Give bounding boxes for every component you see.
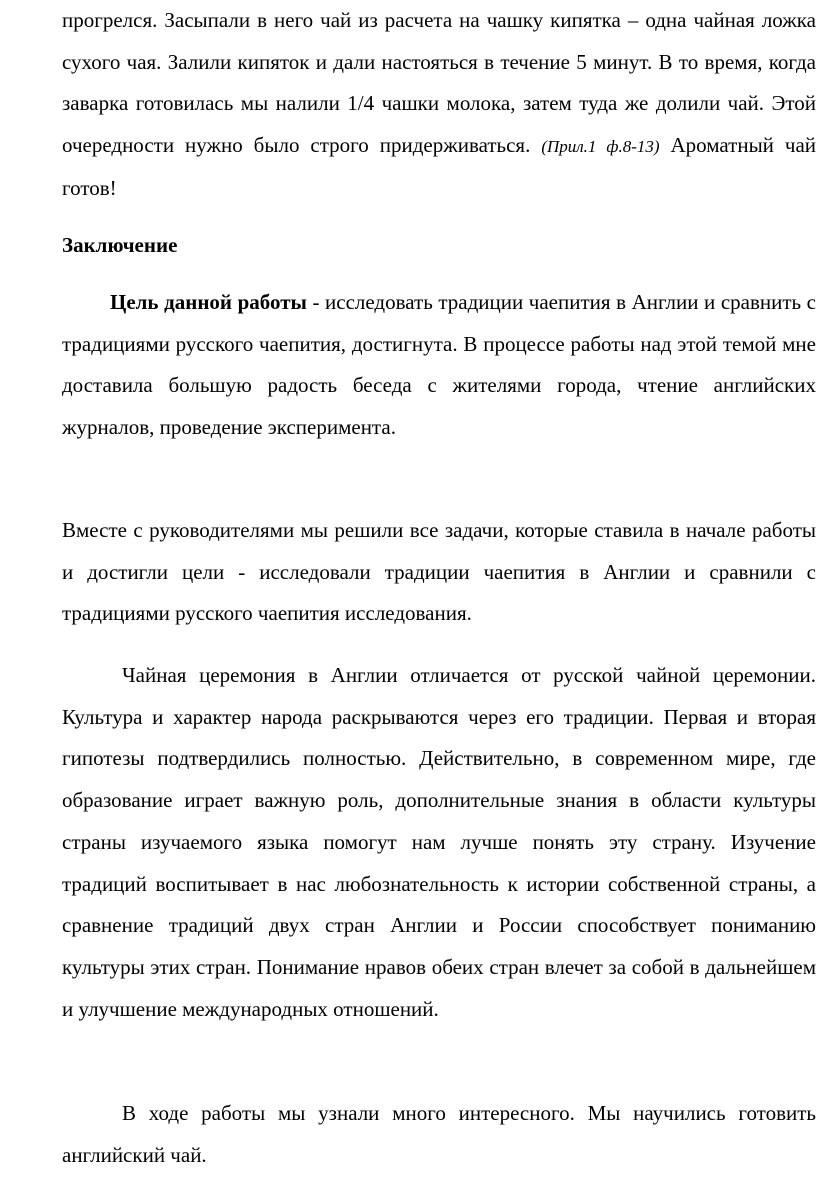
goal-lead: Цель данной работы — [110, 290, 307, 314]
paragraph-tea-preparation — [62, 0, 816, 210]
paragraph-goal — [62, 282, 816, 449]
section-heading-conclusion: Заключение — [62, 233, 178, 257]
paragraph-text-end: Ароматный чай готов! — [62, 133, 816, 200]
paragraph-tasks: Вместе с руководителями мы решили все задачи, которые ставила в начале работы и достигли цели - исследовали традиции чаепития в Англии и сравнили с традициями русского чаепития исследования. — [62, 518, 816, 626]
goal-text: - исследовать традиции чаепития в Англии и сравнить с традициями русского чаепития, достигнута. В процессе работы над этой темой мне доставила большую радость беседа с жителями города, чтение английских журналов, проведение эксперимента. — [62, 290, 816, 440]
paragraph-text: прогрелся. Засыпали в него чай из расчета на чашку кипятка – одна чайная ложка сухого чая. Залили кипяток и дали настояться в течение 5 минут. В то время, когда заварка готовилась мы налили 1/4 чашки молока, затем туда же долили чай. Этой очередности нужно было строго придерживаться. — [62, 8, 816, 158]
appendix-reference: (Прил.1 ф.8-13) — [541, 137, 660, 157]
paragraph-learned: В ходе работы мы узнали много интересного. Мы научились готовить английский чай. — [62, 1101, 816, 1167]
paragraph-ceremony: Чайная церемония в Англии отличается от русской чайной церемонии. Культура и характер народа раскрываются через его традиции. Первая и вторая гипотезы подтвердились полностью. Действительно, в современном мире, где образование играет важную роль, дополнительные знания в области культуры страны изучаемого языка помогут нам лучше понять эту страну. Изучение традиций воспитывает в нас любознательность к истории собственной страны, а сравнение традиций двух стран Англии и России способствует пониманию культуры этих стран. Понимание нравов обеих стран влечет за собой в дальнейшем и улучшение международных отношений. — [62, 663, 816, 1021]
